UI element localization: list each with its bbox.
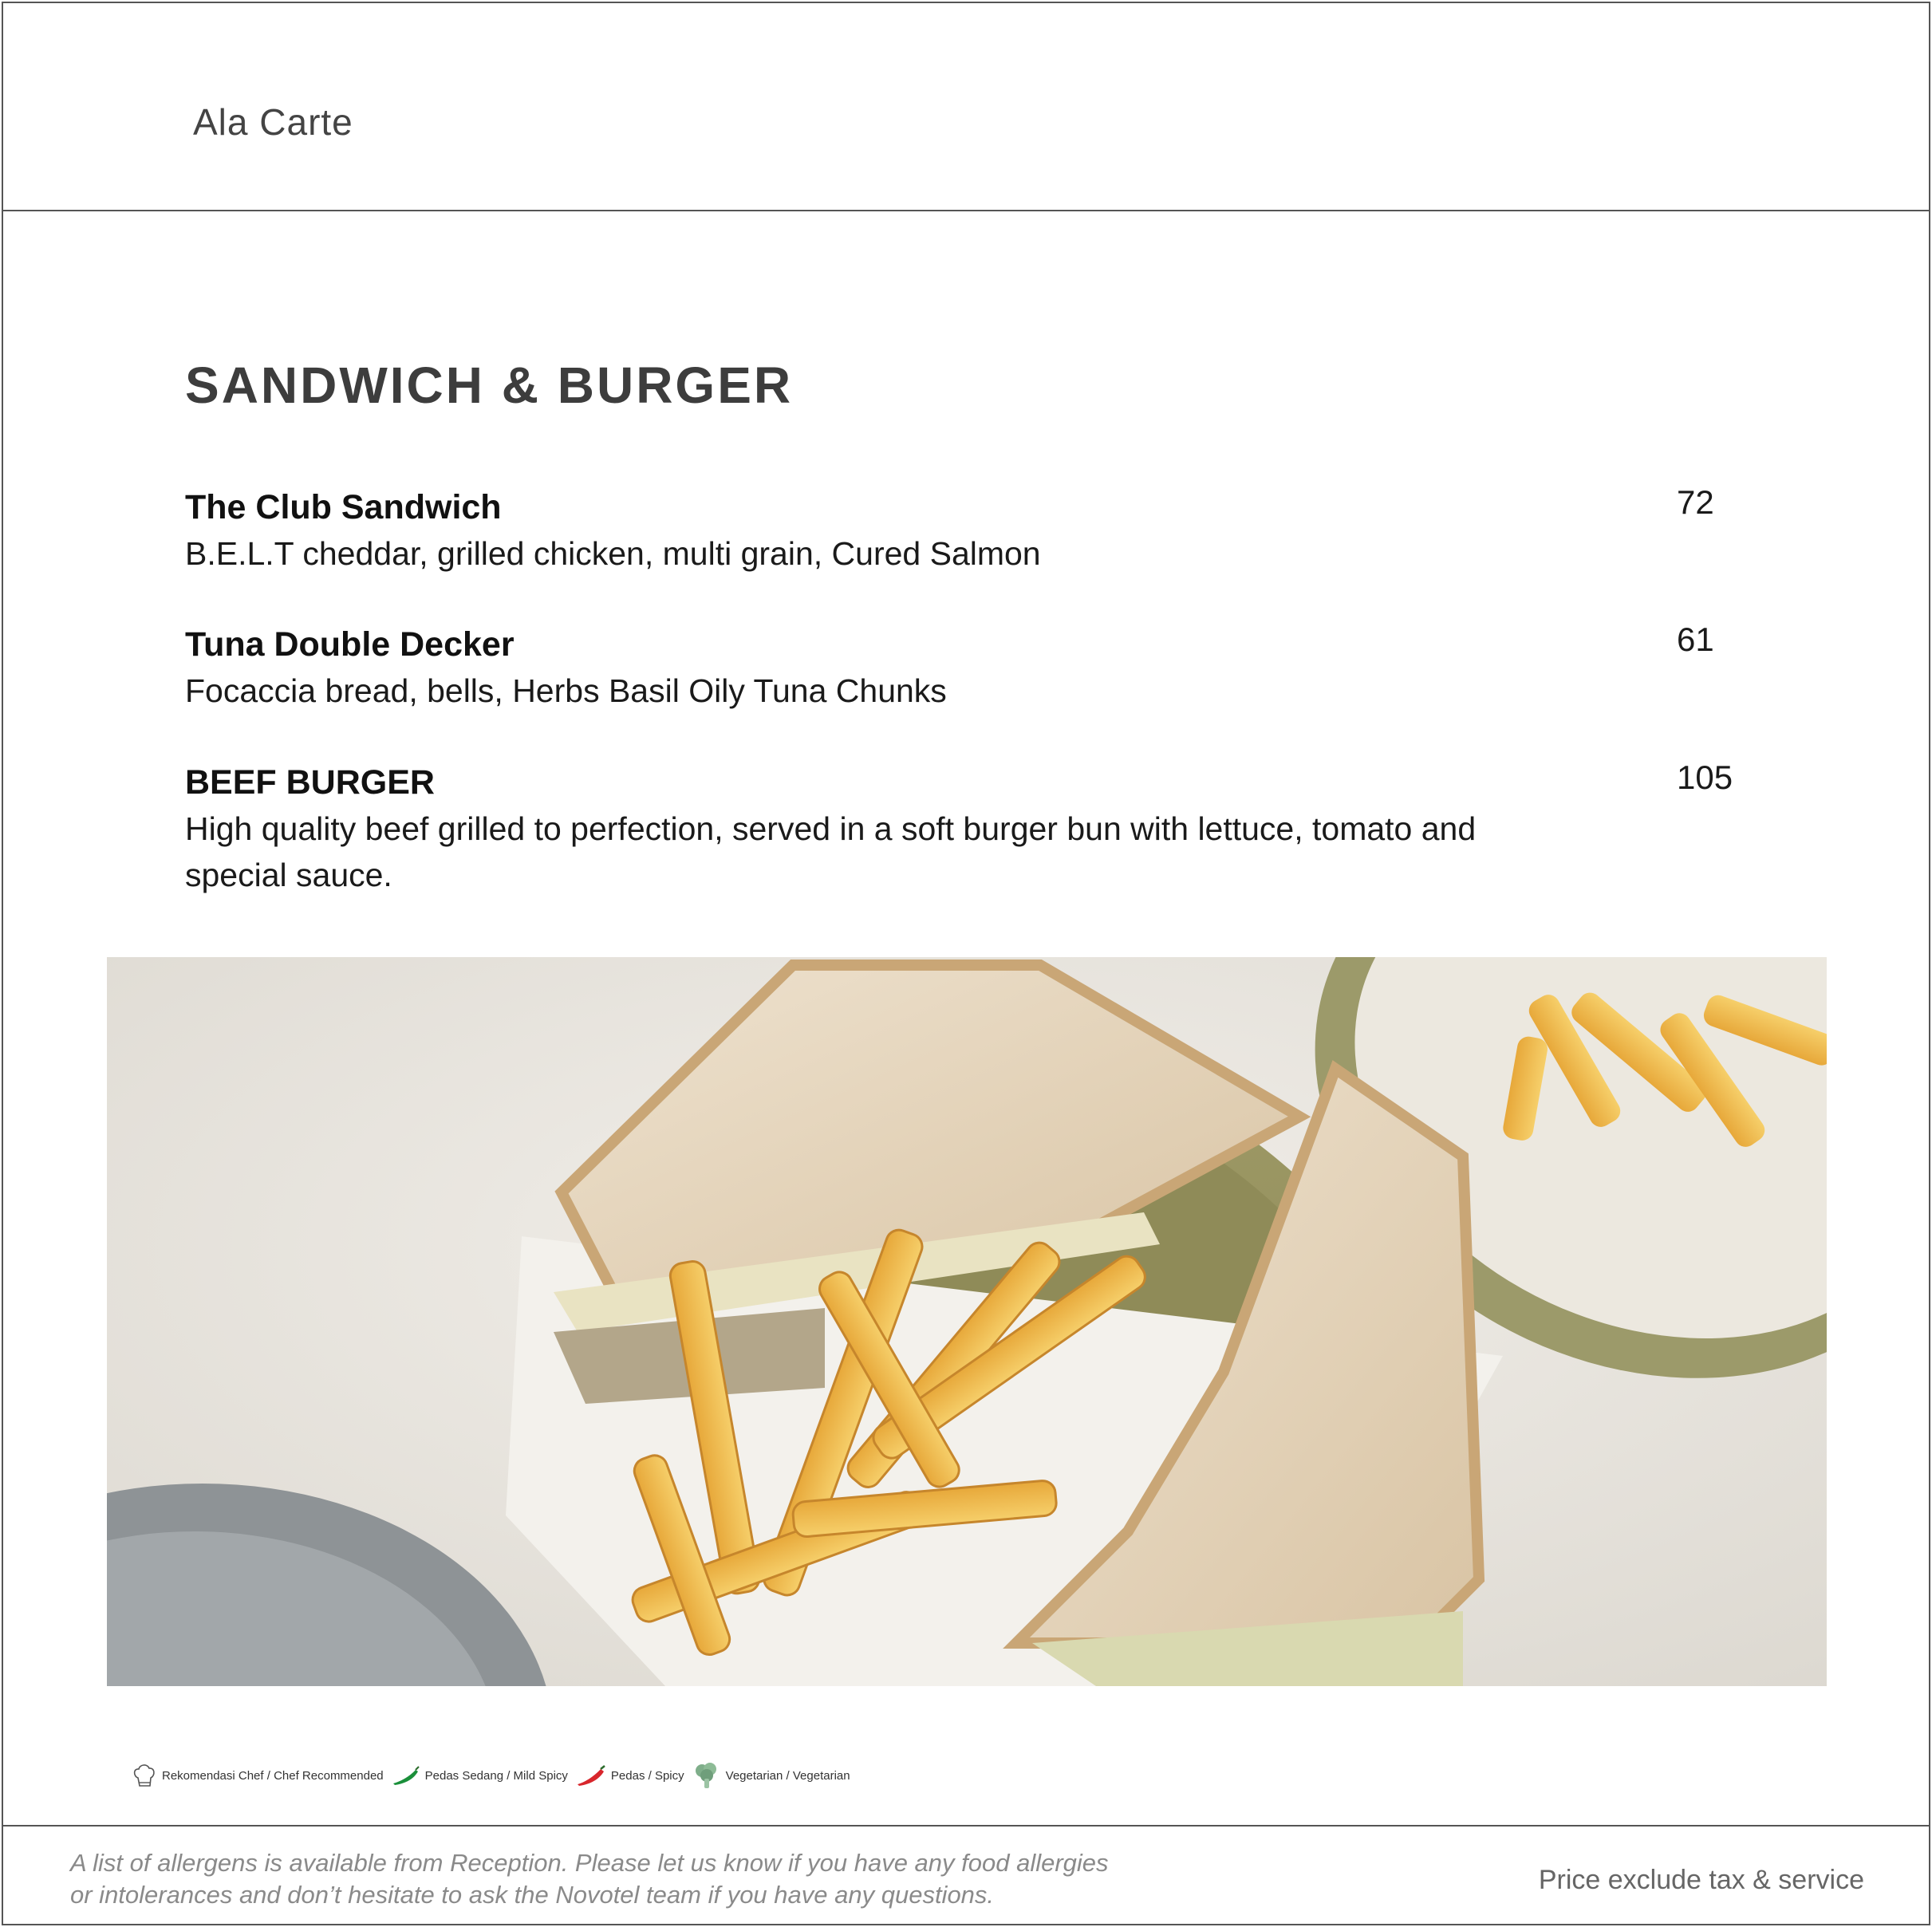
legend — [132, 1760, 858, 1791]
menu-item-name: Tuna Double Decker — [185, 625, 515, 664]
menu-item-description: Focaccia bread, bells, Herbs Basil Oily Tuna Chunks — [185, 672, 947, 709]
green-chili-icon — [392, 1766, 420, 1785]
menu-item-price: 72 — [1677, 483, 1714, 521]
chef-hat-icon — [132, 1762, 157, 1789]
legend-label: Pedas Sedang / Mild Spicy — [424, 1768, 568, 1783]
legend-label: Pedas / Spicy — [610, 1768, 684, 1783]
legend-item-mild-spicy — [392, 1766, 568, 1785]
menu-item-name: The Club Sandwich — [185, 488, 502, 526]
legend-item-vegetarian — [692, 1761, 850, 1790]
legend-item-chef — [132, 1762, 384, 1789]
allergen-note-line: or intolerances and don’t hesitate to ask the Novotel team if you have any questions. — [70, 1881, 995, 1909]
menu-item-beef-burger — [185, 759, 1796, 898]
footer-divider — [2, 1825, 1930, 1827]
food-photo — [107, 957, 1827, 1686]
menu-item-price: 105 — [1677, 759, 1733, 796]
menu-item-description: High quality beef grilled to perfection, served in a soft burger bun with lettuce, tomato and special sauce. — [185, 810, 1477, 893]
legend-item-spicy — [576, 1765, 684, 1786]
header-title: Ala Carte — [193, 101, 353, 143]
menu-item-tuna-double-decker — [185, 621, 1796, 714]
broccoli-icon — [692, 1761, 721, 1790]
menu-item-price: 61 — [1677, 621, 1714, 658]
menu-item-description: B.E.L.T cheddar, grilled chicken, multi grain, Cured Salmon — [185, 535, 1041, 572]
legend-label: Rekomendasi Chef / Chef Recommended — [162, 1768, 384, 1783]
header-divider — [2, 210, 1930, 211]
red-chili-icon — [576, 1765, 606, 1786]
menu-item-club-sandwich — [185, 483, 1796, 577]
price-note: Price exclude tax & service — [1538, 1865, 1864, 1895]
menu-item-name: BEEF BURGER — [185, 763, 435, 802]
allergen-note — [70, 1847, 1267, 1911]
allergen-note-line: A list of allergens is available from Reception. Please let us know if you have any food allergies — [70, 1849, 1109, 1877]
legend-label: Vegetarian / Vegetarian — [725, 1768, 850, 1783]
section-title: SANDWICH & BURGER — [185, 357, 794, 414]
